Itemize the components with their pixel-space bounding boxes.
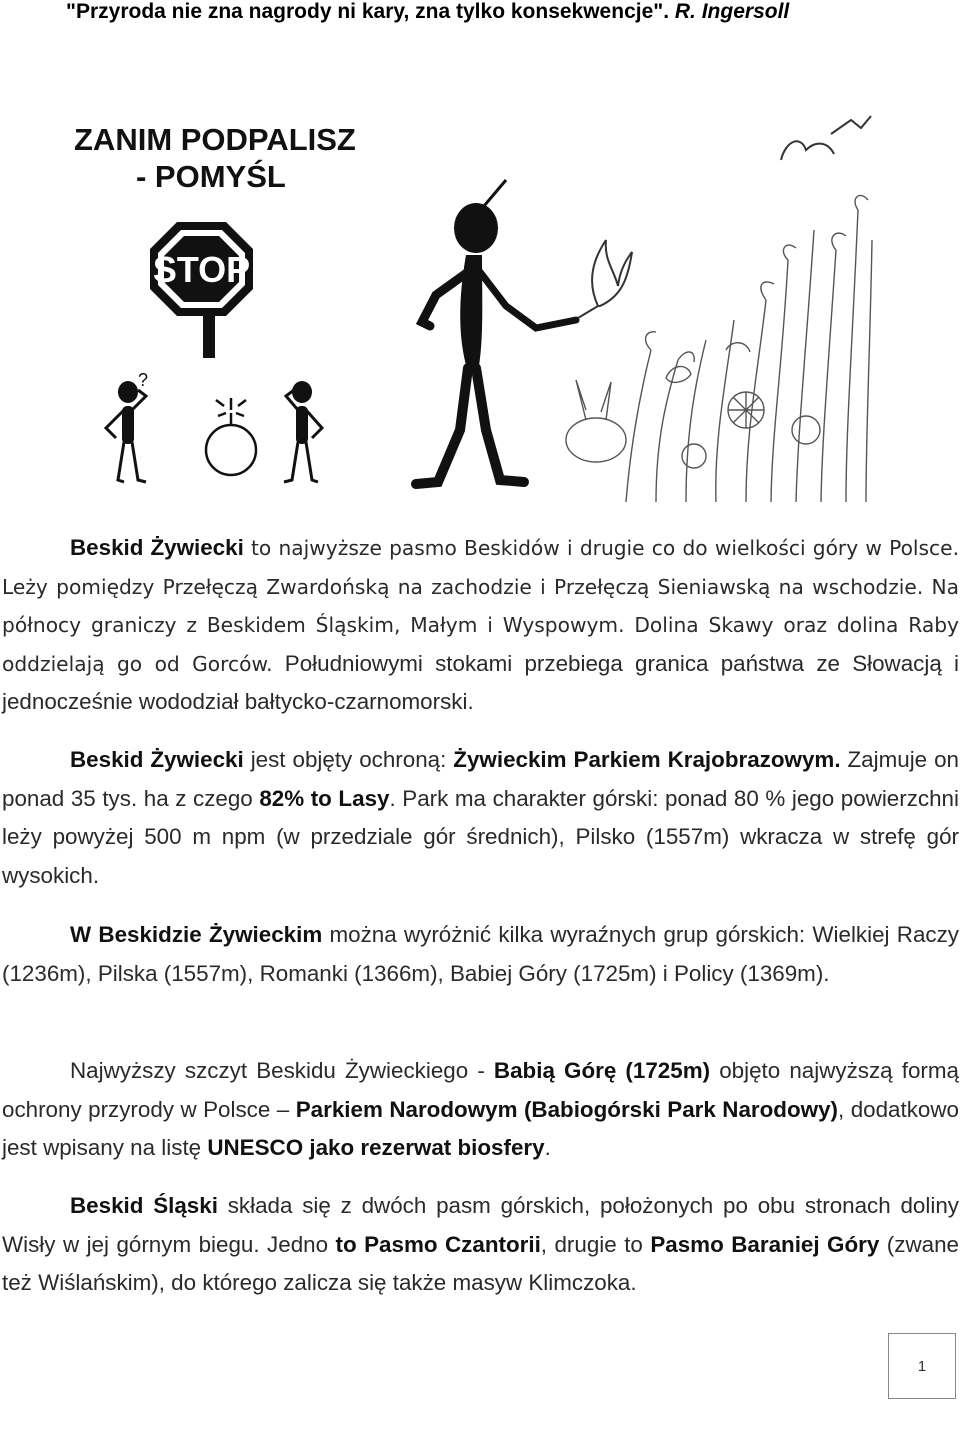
term-beskid-zywiecki: Beskid Żywiecki xyxy=(70,747,244,772)
term-unesco: UNESCO jako rezerwat biosfery xyxy=(207,1135,545,1160)
paragraph-text: (zwane też Wiślańskim), do którego zalicza się także masyw Klimczoka. xyxy=(2,1231,959,1295)
term-babia-gora: Babią Górę (1725m) xyxy=(493,1058,711,1083)
confused-figure-right xyxy=(284,381,322,482)
paragraph-beskid-zywiecki-intro xyxy=(2,529,959,722)
poster-title-line2: - POMYŚL xyxy=(136,159,286,194)
paragraph-text: . Park ma charakter górski: ponad 80 % jego powierzchni leży powyżej 500 m npm (w przedziale gór średnich), Pilsko (1557m) wkracza w strefę gór wysokich. xyxy=(2,785,959,888)
paragraph-babia-gora xyxy=(2,1052,959,1168)
quote-author: R. Ingersoll xyxy=(674,0,790,23)
poster-title-line1: ZANIM PODPALISZ xyxy=(74,122,356,157)
question-mark: ? xyxy=(138,370,149,390)
stop-sign xyxy=(150,222,253,358)
quote-text: "Przyroda nie zna nagrody ni kary, zna tylko konsekwencje". xyxy=(66,0,675,23)
paragraph-beskid-slaski xyxy=(2,1187,959,1303)
paragraph-text: składa się z dwóch pasm górskich, położonych po obu stronach doliny Wisły w jej górnym biegu. Jedno xyxy=(2,1193,959,1257)
paragraph-text: . xyxy=(544,1135,551,1160)
page-number-box xyxy=(888,1333,956,1399)
paragraph-text: można wyróżnić kilka wyraźnych grup górskich: Wielkiej Raczy (1236m), Pilska (1557m), Romanki (1366m), Babiej Góry (1725m) i Policy (1369m). xyxy=(2,922,960,986)
term-pasmo-baraniej-gory: Pasmo Baraniej Góry xyxy=(650,1231,880,1257)
paragraph-text: objęto najwyższą formą ochrony przyrody w Polsce – xyxy=(2,1058,959,1122)
arsonist-figure xyxy=(416,180,576,484)
birds xyxy=(781,116,871,160)
paragraph-text: jest objęty ochroną: xyxy=(243,747,454,772)
term-national-park: Parkiem Narodowym (Babiogórski Park Narodowy) xyxy=(295,1096,838,1122)
paragraph-text: to najwyższe pasmo Beskidów i drugie co do wielkości góry w Polsce. Leży pomiędzy Przełęczą Zwardońską na zachodzie i Przełęczą Sieniawską na wschodzie. Na północy graniczy z Beskidem Śląskim, Małym i Wyspowym. Dolina Skawy oraz dolina Raby oddzielają go od Gorców. xyxy=(2,536,959,676)
bomb xyxy=(206,398,256,475)
paragraph-mountain-groups xyxy=(2,916,959,993)
epigraph-quote xyxy=(66,0,789,24)
paragraph-text: Zajmuje on ponad 35 tys. ha z czego xyxy=(2,747,959,811)
match-flame xyxy=(578,240,632,318)
confused-figure-left xyxy=(106,370,148,482)
page-number: 1 xyxy=(917,1357,927,1375)
paragraph-text: Najwyższy szczyt Beskidu Żywieckiego - xyxy=(70,1058,494,1083)
paragraph-text: Południowymi stokami przebiega granica państwa ze Słowacją i jednocześnie wododział bałtycko-czarnomorski. xyxy=(2,650,959,714)
term-pasmo-czantorii: to Pasmo Czantorii xyxy=(335,1231,541,1257)
paragraph-landscape-park xyxy=(2,741,959,895)
term-landscape-park: Żywieckim Parkiem Krajobrazowym. xyxy=(453,747,841,772)
stop-sign-text: STOP xyxy=(152,249,251,290)
meadow-plants-and-animals xyxy=(566,195,872,502)
paragraph-text: , dodatkowo jest wpisany na listę xyxy=(2,1096,959,1160)
fire-warning-illustration xyxy=(66,110,874,502)
term-w-beskidzie-zywieckim: W Beskidzie Żywieckim xyxy=(70,922,323,947)
term-beskid-slaski: Beskid Śląski xyxy=(70,1193,218,1218)
term-beskid-zywiecki: Beskid Żywiecki xyxy=(70,535,244,560)
term-forest-share: 82% to Lasy xyxy=(259,785,390,811)
paragraph-text: , drugie to xyxy=(540,1231,651,1257)
